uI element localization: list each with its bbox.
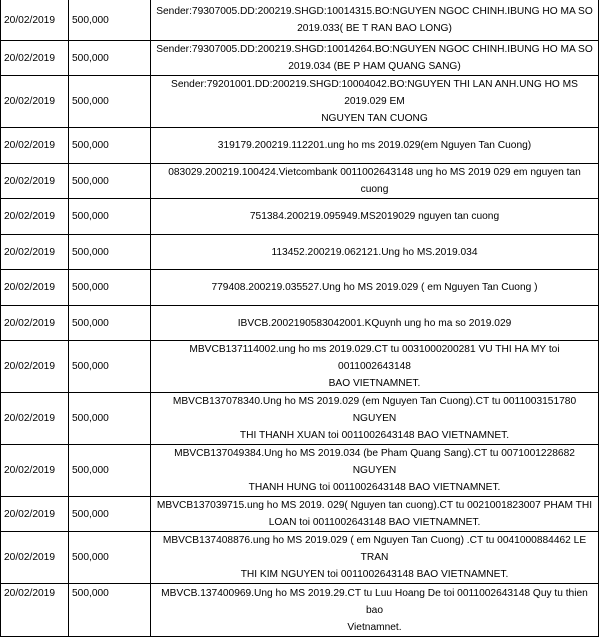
table-row — [1, 76, 599, 128]
description-line-2: THANH HUNG toi 0011002643148 BAO VIETNAMNET. — [248, 482, 501, 493]
date-cell: 20/02/2019 — [1, 497, 69, 532]
amount-cell: 500,000 — [69, 128, 151, 164]
description-cell — [151, 41, 599, 76]
description-line-1: Sender:79307005.DD:200219.SHGD:10014315.BO:NGUYEN NGOC CHINH.IBUNG HO MA SO — [156, 6, 593, 17]
description-line-1: Sender:79307005.DD:200219.SHGD:10014264.BO:NGUYEN NGOC CHINH.IBUNG HO MA SO — [156, 44, 593, 55]
amount-cell: 500,000 — [69, 341, 151, 393]
description-cell — [151, 341, 599, 393]
date-cell: 20/02/2019 — [1, 164, 69, 199]
date-cell: 20/02/2019 — [1, 76, 69, 128]
date-cell: 20/02/2019 — [1, 532, 69, 584]
table-row — [1, 235, 599, 270]
amount-cell: 500,000 — [69, 532, 151, 584]
table-row — [1, 270, 599, 306]
date-cell: 20/02/2019 — [1, 128, 69, 164]
description-cell — [151, 0, 599, 41]
date-cell: 20/02/2019 — [1, 445, 69, 497]
description-cell — [151, 393, 599, 445]
amount-cell: 500,000 — [69, 235, 151, 270]
amount-cell: 500,000 — [69, 164, 151, 199]
description-line-2: 2019.034 (BE P HAM QUANG SANG) — [288, 61, 461, 72]
description-cell — [151, 445, 599, 497]
date-cell: 20/02/2019 — [1, 199, 69, 235]
description-line-1: MBVCB137408876.ung ho MS 2019.029 ( em Nguyen Tan Cuong) .CT tu 0041000884462 LE TRAN — [162, 535, 587, 563]
description-line-1: Sender:79201001.DD:200219.SHGD:10004042.BO:NGUYEN THI LAN ANH.UNG HO MS 2019.029 EM — [171, 79, 578, 107]
amount-cell: 500,000 — [69, 584, 151, 637]
description-line-1: MBVCB137078340.Ung ho MS 2019.029 (em Nguyen Tan Cuong).CT tu 0011003151780 NGUYEN — [172, 396, 577, 424]
description-cell — [151, 235, 599, 270]
description-cell — [151, 306, 599, 341]
description-cell — [151, 497, 599, 532]
description-cell — [151, 199, 599, 235]
description-line-2: THI KIM NGUYEN toi 0011002643148 BAO VIETNAMNET. — [240, 569, 509, 580]
description-cell — [151, 164, 599, 199]
table-row — [1, 0, 599, 41]
description-line-1: 779408.200219.035527.Ung ho MS 2019.029 ( em Nguyen Tan Cuong ) — [211, 282, 538, 293]
description-cell — [151, 128, 599, 164]
table-row — [1, 532, 599, 584]
date-cell: 20/02/2019 — [1, 584, 69, 637]
table-row — [1, 199, 599, 235]
description-line-1: 751384.200219.095949.MS2019029 nguyen tan cuong — [249, 211, 500, 222]
description-line-1: IBVCB.2002190583042001.KQuynh ung ho ma so 2019.029 — [237, 317, 512, 329]
description-cell — [151, 270, 599, 306]
amount-cell: 500,000 — [69, 41, 151, 76]
table-row — [1, 164, 599, 199]
description-cell — [151, 584, 599, 637]
description-line-2: LOAN toi 0011002643148 BAO VIETNAMNET. — [268, 517, 481, 528]
amount-cell: 500,000 — [69, 393, 151, 445]
description-line-1: 113452.200219.062121.Ung ho MS.2019.034 — [271, 246, 478, 258]
date-cell: 20/02/2019 — [1, 341, 69, 393]
amount-cell: 500,000 — [69, 0, 151, 41]
amount-cell: 500,000 — [69, 306, 151, 341]
description-line-1: 319179.200219.112201.ung ho ms 2019.029(em Nguyen Tan Cuong) — [217, 140, 532, 151]
transactions-body — [1, 0, 599, 637]
table-row — [1, 497, 599, 532]
table-row — [1, 341, 599, 393]
description-line-1: 083029.200219.100424.Vietcombank 0011002643148 ung ho MS 2019 029 em nguyen tan cuong — [168, 167, 581, 195]
date-cell: 20/02/2019 — [1, 393, 69, 445]
table-row — [1, 393, 599, 445]
date-cell: 20/02/2019 — [1, 235, 69, 270]
amount-cell: 500,000 — [69, 445, 151, 497]
amount-cell: 500,000 — [69, 270, 151, 306]
description-line-1: MBVCB137039715.ung ho MS 2019. 029( Nguyen tan cuong).CT tu 0021001823007 PHAM THI — [156, 500, 593, 511]
description-line-2: NGUYEN TAN CUONG — [321, 113, 428, 124]
description-line-1: MBVCB137114002.ung ho ms 2019.029.CT tu 0031000200281 VU THI HA MY toi 0011002643148 — [189, 344, 560, 372]
description-line-2: THI THANH XUAN toi 0011002643148 BAO VIETNAMNET. — [239, 430, 510, 441]
description-line-1: MBVCB.137400969.Ung ho MS 2019.29.CT tu Luu Hoang De toi 0011002643148 Quy tu thien bao — [161, 588, 588, 616]
date-cell: 20/02/2019 — [1, 270, 69, 306]
description-line-2: Vietnamnet. — [347, 622, 402, 633]
description-cell — [151, 532, 599, 584]
date-cell: 20/02/2019 — [1, 306, 69, 341]
table-row — [1, 445, 599, 497]
description-line-1: MBVCB137049384.Ung ho MS 2019.034 (be Pham Quang Sang).CT tu 0071001228682 NGUYEN — [174, 448, 575, 476]
table-row — [1, 41, 599, 76]
description-cell — [151, 76, 599, 128]
table-row — [1, 306, 599, 341]
amount-cell: 500,000 — [69, 199, 151, 235]
date-cell: 20/02/2019 — [1, 41, 69, 76]
description-line-2: BAO VIETNAMNET. — [328, 378, 421, 389]
table-row — [1, 128, 599, 164]
description-line-2: 2019.033( BE T RAN BAO LONG) — [297, 23, 452, 34]
table-row — [1, 584, 599, 637]
amount-cell: 500,000 — [69, 497, 151, 532]
date-cell: 20/02/2019 — [1, 0, 69, 41]
amount-cell: 500,000 — [69, 76, 151, 128]
